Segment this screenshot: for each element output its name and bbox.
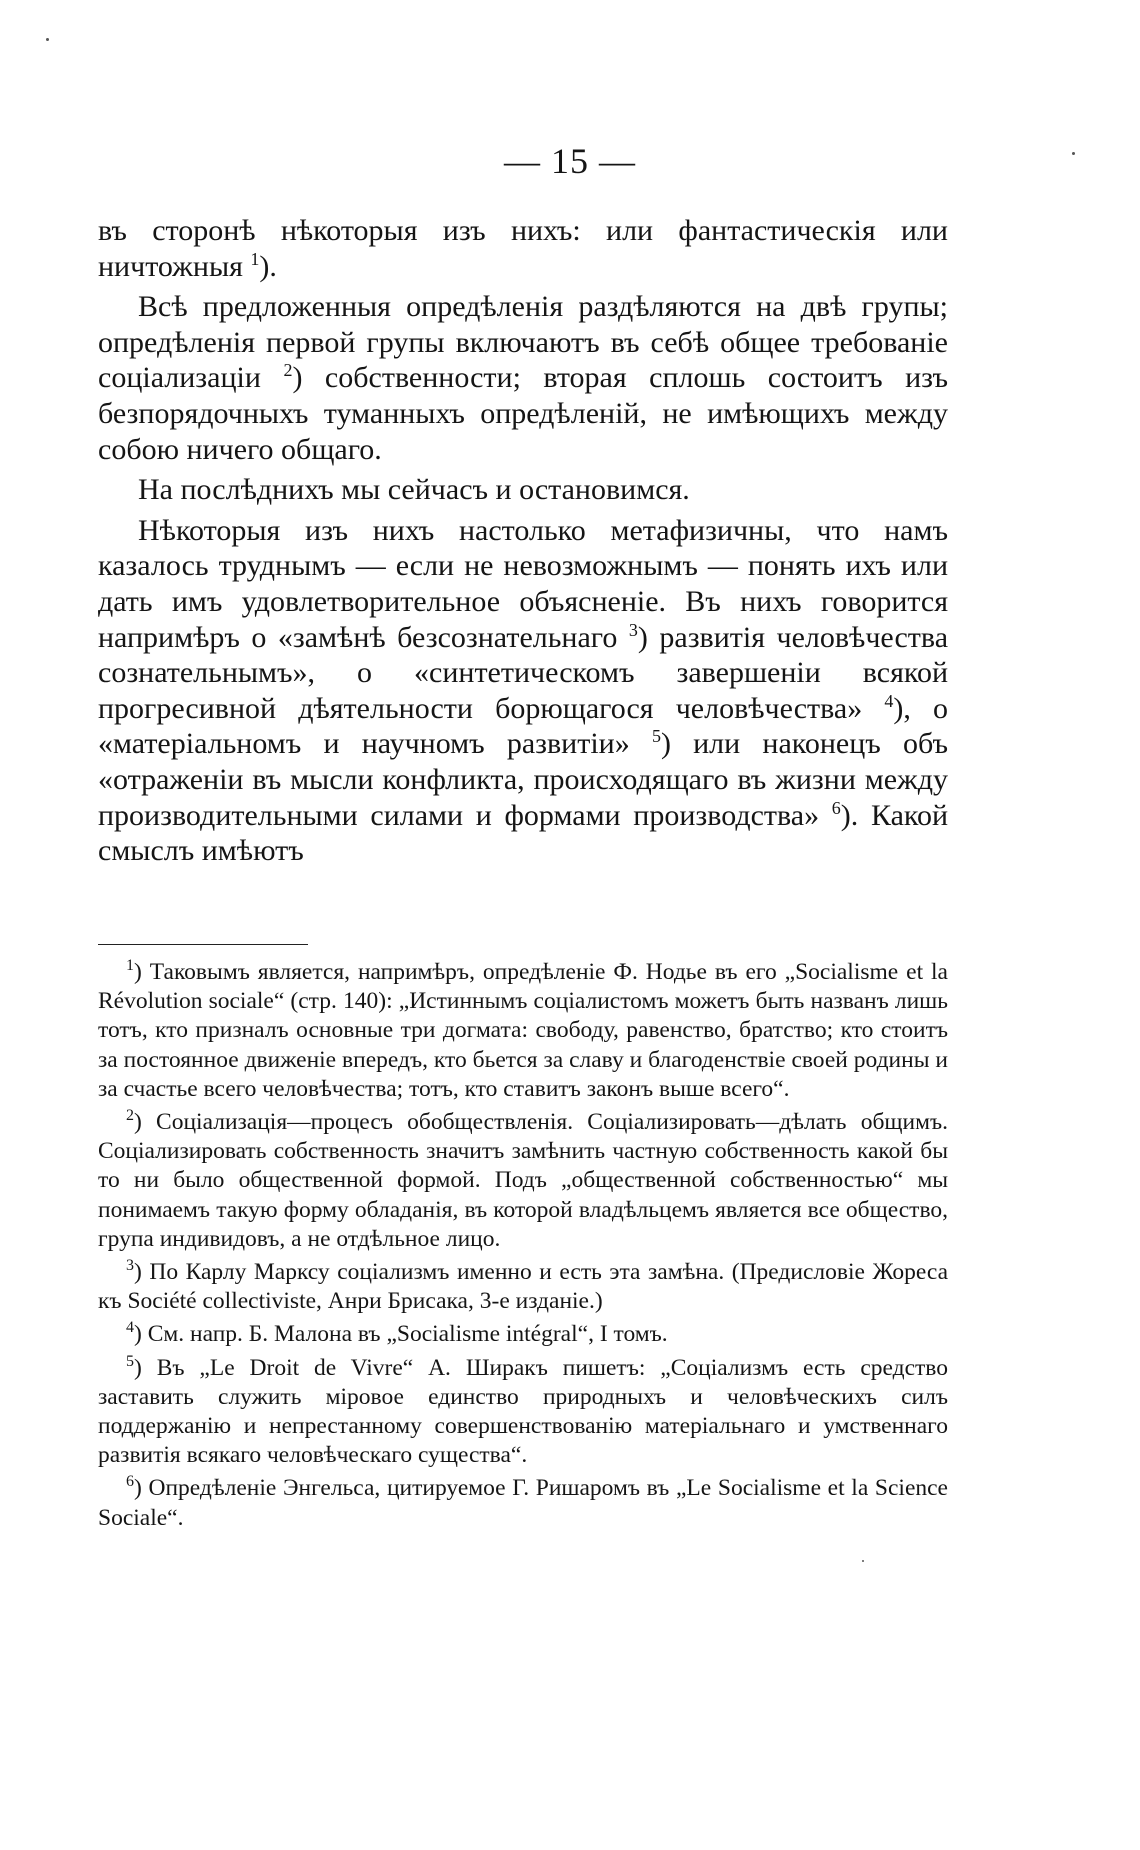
text-run: Нѣкоторыя изъ нихъ настолько метафизичны, что намъ казалось труднымъ — если не невозможнымъ — понять ихъ или дать имъ удовлетворительное объясненіе. Въ нихъ говорится напримѣръ о «замѣнѣ безсознательнаго xyxy=(98,513,948,654)
scan-speck xyxy=(1072,152,1075,155)
text-run: Всѣ предложенныя опредѣленія раздѣляются на двѣ групы; опредѣленія первой групы включаютъ въ себѣ общее требованіе соціализаціи xyxy=(98,290,948,395)
paragraph-4 xyxy=(98,513,948,869)
footnote-text: ) Въ „Le Droit de Vivre“ А. Ширакъ пишетъ: „Соціализмъ есть средство заставить служить міровое единство природныхъ и человѣческихъ силъ поддержанію и непрестанному совершенствованію матеріальнаго и умственнаго развитія всякаго человѣческаго существа“. xyxy=(98,1354,948,1469)
footnote-ref-1: 1 xyxy=(250,248,260,269)
text-run: въ сторонѣ нѣкоторыя изъ нихъ: или фантастическія или ничтожныя xyxy=(98,214,948,283)
page-number: — 15 — xyxy=(504,141,636,181)
body-text xyxy=(98,213,948,874)
footnote-number: 6 xyxy=(126,1473,134,1491)
footnote-number: 4 xyxy=(126,1319,134,1337)
text-run: ), о «матеріальномъ и научномъ развитіи» xyxy=(98,691,948,761)
footnote-ref-2: 2 xyxy=(283,360,293,381)
footnote-ref-5: 5 xyxy=(651,726,661,747)
text-run: ) развитія человѣчества сознательнымъ», о «синтетическомъ завершеніи всякой прогресивной дѣятельности борющагося человѣчества» xyxy=(98,620,949,725)
footnote-number: 5 xyxy=(126,1352,134,1370)
footnote-text: ) Таковымъ является, напримѣръ, опредѣленіе Ф. Нодье въ его „Socialisme et la Révolution sociale“ (стр. 140): „Истиннымъ соціалистомъ можетъ быть названъ лишь тотъ, кто призналъ основные три догмата: свободу, равенство, братство; кто стоитъ за постоянное движеніе впередъ, кто бьется за славу и благоденствіе своей родины и за счастье всего человѣчества; тотъ, кто ставитъ законъ выше всего“. xyxy=(98,959,948,1102)
footnote-text: ) См. напр. Б. Малона въ „Socialisme intégral“, I томъ. xyxy=(134,1321,668,1348)
text-run: ) или наконецъ объ «отраженіи въ мысли конфликта, происходящаго въ жизни между производительными силами и формами производства» xyxy=(98,727,948,832)
footnote-3 xyxy=(98,1258,948,1316)
footnote-6 xyxy=(98,1474,948,1532)
paragraph-3 xyxy=(98,472,948,508)
text-run: ) собственности; вторая сплошь состоитъ изъ безпорядочныхъ туманныхъ опредѣленій, не имѣющихъ между собою ничего общаго. xyxy=(98,361,948,466)
footnote-4 xyxy=(98,1320,948,1349)
scan-speck xyxy=(862,1560,864,1562)
text-run: ). xyxy=(259,249,277,283)
footnote-text: ) По Карлу Марксу соціализмъ именно и есть эта замѣна. (Предисловіе Жореса къ Société collectiviste, Анри Брисака, 3-е изданіе.) xyxy=(98,1259,948,1315)
footnote-text: ) Соціализація—процесъ обобществленія. Соціализировать—дѣлать общимъ. Соціализировать собственность значитъ замѣнить частную собственность какой бы то ни было общественной формой. Подъ „общественной собственностью“ мы понимаемъ такую форму обладанія, въ которой владѣльцемъ является все общество, група индивидовъ, а не отдѣльное лицо. xyxy=(98,1109,948,1252)
footnote-1 xyxy=(98,958,948,1104)
footnote-number: 2 xyxy=(126,1107,134,1125)
footnote-ref-6: 6 xyxy=(831,797,841,818)
text-run: ). Какой смыслъ имѣютъ xyxy=(98,798,949,868)
footnotes xyxy=(98,958,948,1537)
footnote-text: ) Опредѣленіе Энгельса, цитируемое Г. Ришаромъ въ „Le Socialisme et la Science Sociale“. xyxy=(98,1475,948,1531)
footnote-number: 1 xyxy=(126,957,134,975)
paragraph-2 xyxy=(98,289,948,467)
footnote-number: 3 xyxy=(126,1257,134,1275)
scan-speck xyxy=(46,38,49,41)
footnote-ref-4: 4 xyxy=(884,690,894,711)
text-run: На послѣднихъ мы сейчасъ и остановимся. xyxy=(138,473,690,507)
footnote-2 xyxy=(98,1108,948,1254)
footnote-ref-3: 3 xyxy=(628,619,638,640)
paragraph-1 xyxy=(98,213,948,284)
footnote-5 xyxy=(98,1354,948,1471)
footnote-divider xyxy=(98,944,308,945)
